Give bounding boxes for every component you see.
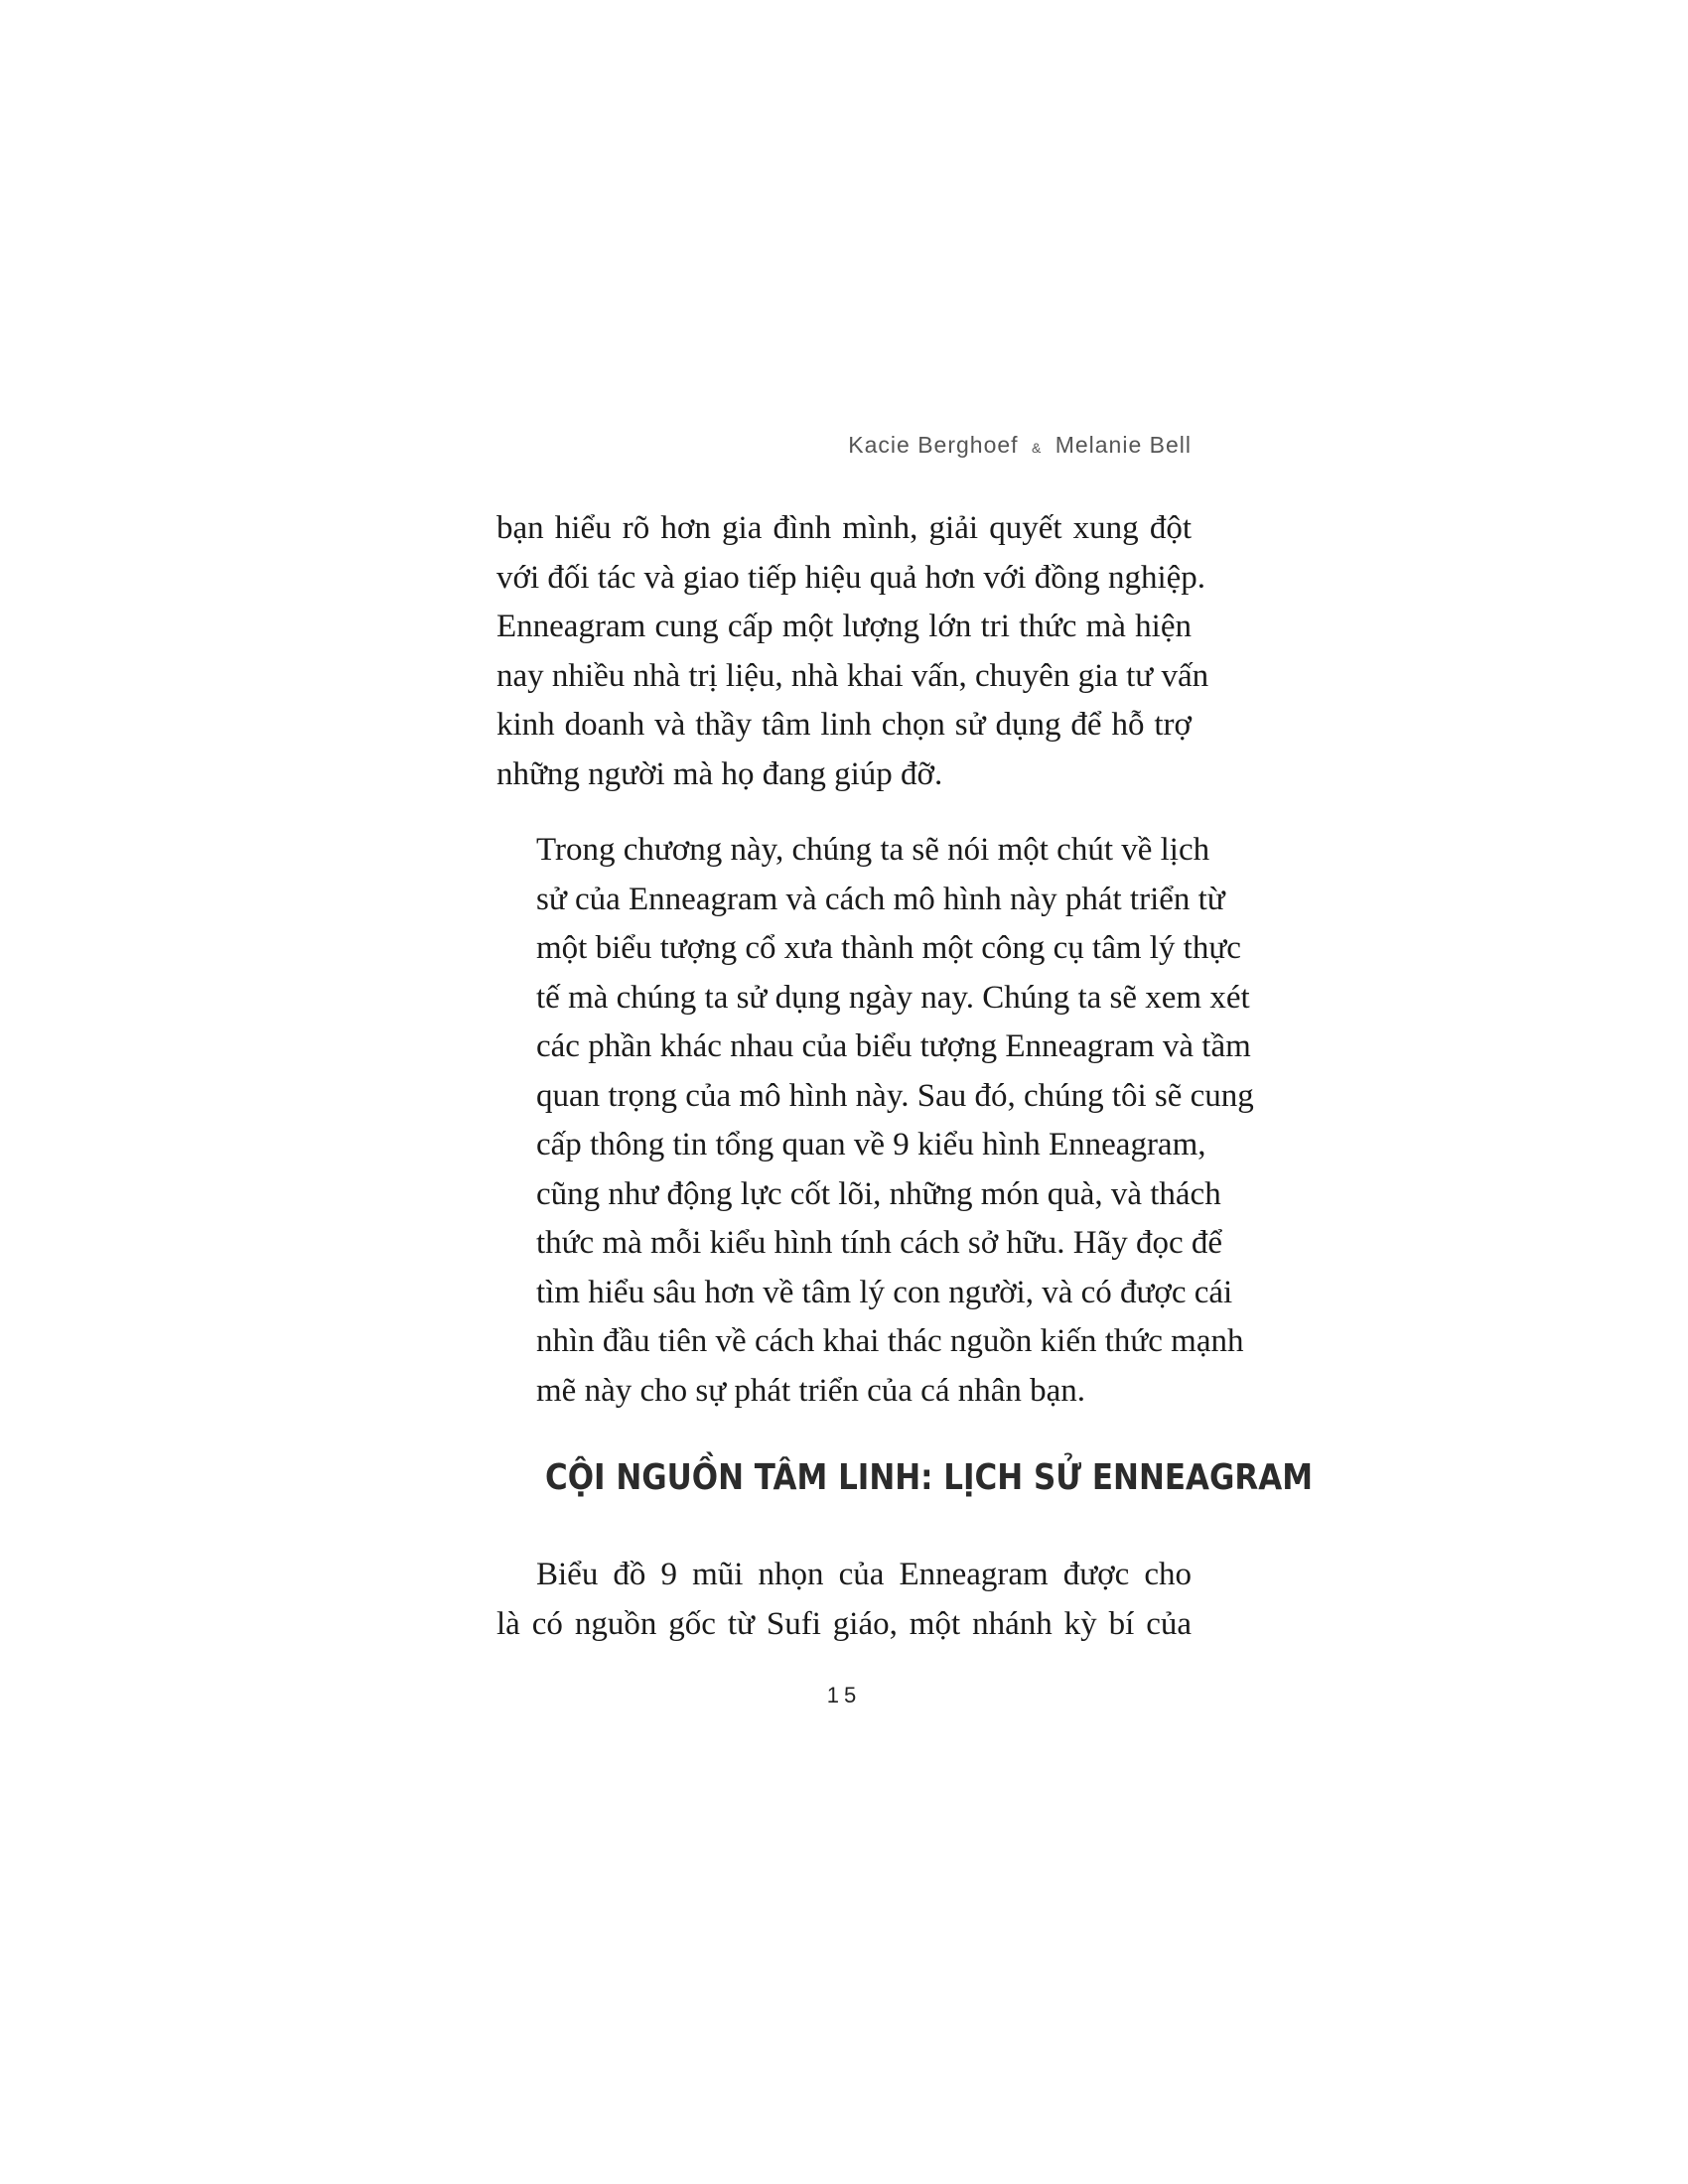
paragraph-2 — [496, 826, 1254, 1416]
text-line: nhìn đầu tiên về cách khai thác nguồn kiến thức mạnh — [536, 1323, 1244, 1359]
text-line: kinh doanh và thầy tâm linh chọn sử dụng để hỗ trợ — [496, 707, 1192, 743]
author-name-1: Kacie Berghoef — [848, 432, 1019, 458]
section-heading: CỘI NGUỒN TÂM LINH: LỊCH SỬ ENNEAGRAM — [545, 1457, 1314, 1498]
text-line: Biểu đồ 9 mũi nhọn của Enneagram được cho — [536, 1557, 1192, 1592]
text-line: những người mà họ đang giúp đỡ. — [496, 755, 943, 792]
text-line: quan trọng của mô hình này. Sau đó, chúng tôi sẽ cung — [536, 1077, 1254, 1114]
text-line: các phần khác nhau của biểu tượng Enneagram và tầm — [536, 1028, 1251, 1064]
text-line: thức mà mỗi kiểu hình tính cách sở hữu. Hãy đọc để — [536, 1225, 1223, 1261]
paragraph-3 — [496, 1551, 1192, 1649]
text-line: tìm hiểu sâu hơn về tâm lý con người, và có được cái — [536, 1274, 1233, 1310]
section-body-text — [496, 1551, 1192, 1649]
text-line: cũng như động lực cốt lõi, những món quà, và thách — [536, 1175, 1221, 1212]
text-line: một biểu tượng cổ xưa thành một công cụ tâm lý thực — [536, 930, 1241, 966]
author-name-2: Melanie Bell — [1055, 432, 1192, 458]
text-line: Enneagram cung cấp một lượng lớn tri thức mà hiện — [496, 609, 1192, 644]
text-line: Trong chương này, chúng ta sẽ nói một chút về lịch — [536, 832, 1210, 868]
text-line: tế mà chúng ta sử dụng ngày nay. Chúng ta sẽ xem xét — [536, 979, 1250, 1016]
running-head — [848, 432, 1192, 459]
paragraph-1 — [496, 504, 1209, 799]
text-line: là có nguồn gốc từ Sufi giáo, một nhánh kỳ bí của — [496, 1605, 1192, 1642]
text-line: sử của Enneagram và cách mô hình này phát triển từ — [536, 881, 1225, 917]
text-line: nay nhiều nhà trị liệu, nhà khai vấn, chuyên gia tư vấn — [496, 657, 1209, 694]
text-line: cấp thông tin tổng quan về 9 kiểu hình Enneagram, — [536, 1127, 1206, 1162]
text-line: bạn hiểu rõ hơn gia đình mình, giải quyết xung đột — [496, 510, 1192, 546]
page-number: 15 — [826, 1683, 862, 1707]
text-line: mẽ này cho sự phát triển của cá nhân bạn. — [536, 1372, 1086, 1409]
body-text — [496, 504, 1254, 1416]
text-line: với đối tác và giao tiếp hiệu quả hơn với đồng nghiệp. — [496, 559, 1206, 596]
ampersand: & — [1031, 440, 1043, 456]
